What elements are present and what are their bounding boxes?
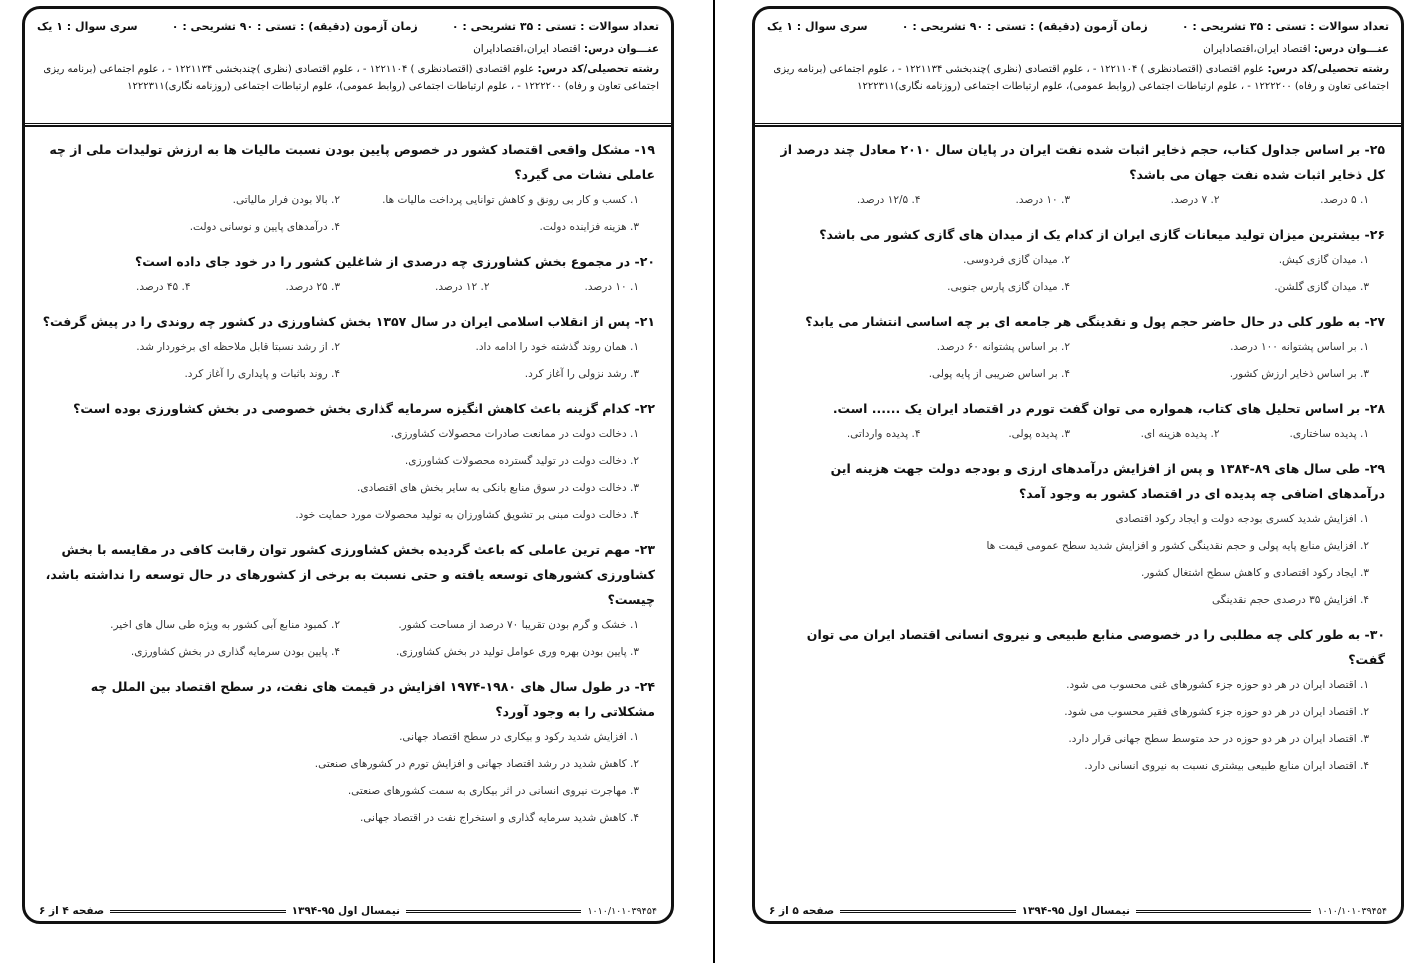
option-4: ۴. ۴۵ درصد. [136,281,191,293]
option-4: ۴. افزایش ۳۵ درصدی حجم نقدینگی [1212,594,1369,606]
option-4: ۴. پایین بودن سرمایه گذاری در بخش کشاورزی. [130,646,340,658]
question-30 [771,622,1385,780]
option-1: ۱. بر اساس پشتوانه ۱۰۰ درصد. [1230,341,1369,353]
field-label: رشته تحصیلی/کد درس: [1267,63,1389,75]
question-28 [771,396,1385,448]
option-2: ۲. بر اساس پشتوانه ۶۰ درصد. [936,341,1070,353]
footer-rule [1136,910,1311,913]
option-4: ۴. کاهش شدید سرمایه گذاری و استخراج نفت در اقتصاد جهانی. [359,812,639,824]
question-text: ۲۰- در مجموع بخش کشاورزی چه درصدی از شاغلین کشور را در خود جای داده است؟ [134,254,655,269]
question-27 [771,309,1385,388]
questions-list [755,127,1401,780]
option-4: ۴. اقتصاد ایران منابع طبیعی بیشتری نسبت به نیروی انسانی دارد. [1084,760,1369,772]
option-1: ۱. ۱۰ درصد. [584,281,639,293]
exam-code: ۱۰۱۰/۱۰۱۰۳۹۴۵۴ [587,905,657,917]
exam-page-5 [752,6,1404,924]
option-3: ۳. ۱۰ درصد. [1015,194,1070,206]
footer-rule [840,910,1015,913]
option-1: ۱. کسب و کار بی رونق و کاهش توانایی پرداخت مالیات ها. [382,194,639,206]
question-text: ۳۰- به طور کلی چه مطلبی را در خصوصی منابع طبیعی و نیروی انسانی اقتصاد ایران می توان گفت؟ [806,627,1385,667]
footer-rule [406,910,581,913]
option-3: ۳. ایجاد رکود اقتصادی و کاهش سطح اشتغال کشور. [1140,567,1369,579]
option-3: ۳. رشد نزولی را آغاز کرد. [524,368,639,380]
question-24 [41,674,655,832]
option-2: ۲. ۱۲ درصد. [435,281,490,293]
option-2: ۲. پدیده هزینه ای. [1140,428,1220,440]
question-text: ۲۱- پس از انقلاب اسلامی ایران در سال ۱۳۵۷ بخش کشاورزی در کشور چه روندی را در پیش گرفت؟ [42,314,655,329]
option-2: ۲. بالا بودن فرار مالیاتی. [232,194,340,206]
option-4: ۴. میدان گازی پارس جنوبی. [947,281,1070,293]
term-label: نیمسال اول ۹۵-۱۳۹۴ [1021,905,1130,917]
question-29 [771,456,1385,614]
option-2: ۲. کاهش شدید در رشد اقتصاد جهانی و افزایش تورم در کشورهای صنعتی. [314,758,639,770]
question-25 [771,137,1385,214]
term-label: نیمسال اول ۹۵-۱۳۹۴ [291,905,400,917]
option-3: ۳. بر اساس ذخایر ارزش کشور. [1229,368,1369,380]
option-1: ۱. اقتصاد ایران در هر دو حوزه جزء کشورهای غنی محسوب می شود. [1066,679,1369,691]
option-3: ۳. پدیده پولی. [1008,428,1070,440]
question-series: سری سوال : ۱ یک [767,20,868,33]
exam-header [25,9,671,123]
question-text: ۲۳- مهم ترین عاملی که باعث گردیده بخش کشاورزی کشور توان رقابت کافی در مقایسه با بخش کشاورزی کشورهای توسعه یافته و حتی نسبت به برخی از کشورهای در حال توسعه را نداشته باشد، چیست؟ [45,542,655,607]
page-divider [713,0,715,963]
question-text: ۲۲- کدام گزینه باعث کاهش انگیزه سرمایه گذاری بخش خصوصی در بخش کشاورزی بوده است؟ [73,401,655,416]
option-2: ۲. کمبود منابع آبی کشور به ویژه طی سال های اخیر. [110,619,340,631]
option-3: ۳. اقتصاد ایران در هر دو حوزه در حد متوسط سطح جهانی قرار دارد. [1068,733,1369,745]
question-22 [41,396,655,529]
question-text: ۱۹- مشکل واقعی اقتصاد کشور در خصوص پایین بودن نسبت مالیات ها به ارزش تولیدات ملی از چه عاملی نشات می گیرد؟ [49,142,655,182]
question-text: ۲۸- بر اساس تحلیل های کتاب، همواره می توان گفت تورم در اقتصاد ایران یک ...... است. [832,401,1385,416]
option-1: ۱. پدیده ساختاری. [1289,428,1369,440]
field-label: رشته تحصیلی/کد درس: [537,63,659,75]
option-1: ۱. همان روند گذشته خود را ادامه داد. [475,341,639,353]
field-value: علوم اقتصادی (اقتصادنظری ) ۱۲۲۱۱۰۴ - ، علوم اقتصادی (نظری )چندبخشی ۱۲۲۱۱۳۴ - ، علوم اجتماعی (برنامه ریزی اجتماعی تعاون و رفاه) ۱۲۲۲۲۰۰ - ، علوم ارتباطات اجتماعی (روابط عمومی)، علوم ارتباطات اجتماعی (روزنامه نگاری)۱۲۲۲۳۱۱ [773,64,1389,92]
field-value: علوم اقتصادی (اقتصادنظری ) ۱۲۲۱۱۰۴ - ، علوم اقتصادی (نظری )چندبخشی ۱۲۲۱۱۳۴ - ، علوم اجتماعی (برنامه ریزی اجتماعی تعاون و رفاه) ۱۲۲۲۲۰۰ - ، علوم ارتباطات اجتماعی (روابط عمومی)، علوم ارتباطات اجتماعی (روزنامه نگاری)۱۲۲۲۳۱۱ [43,64,659,92]
question-text: ۲۵- بر اساس جداول کتاب، حجم ذخایر اثبات شده نفت ایران در پایان سال ۲۰۱۰ معادل چند درصد از کل ذخایر اثبات شده نفت جهان می باشد؟ [780,142,1385,182]
question-text: ۲۹- طی سال های ۸۹-۱۳۸۴ و پس از افزایش درآمدهای ارزی و بودجه دولت جهت هزینه این درآمدهای اضافی چه پدیده ای در اقتصاد کشور به وجود آمد؟ [830,461,1385,501]
option-3: ۳. پایین بودن بهره وری عوامل تولید در بخش کشاورزی. [396,646,639,658]
course-label: عنـــوان درس: [583,43,659,55]
option-3: ۳. هزینه فزاینده دولت. [539,221,639,233]
option-2: ۲. میدان گازی فردوسی. [963,254,1070,266]
course-label: عنـــوان درس: [1313,43,1389,55]
option-2: ۲. افزایش منابع پایه پولی و حجم نقدینگی کشور و افزایش شدید سطح عمومی قیمت ها [986,540,1369,552]
question-21 [41,309,655,388]
question-20 [41,249,655,301]
question-series: سری سوال : ۱ یک [37,20,138,33]
option-4: ۴. درآمدهای پایین و نوسانی دولت. [189,221,340,233]
question-count: تعداد سوالات : تستی : ۳۵ تشریحی : ۰ [451,20,659,33]
question-text: ۲۴- در طول سال های ۱۹۸۰-۱۹۷۴ افزایش در قیمت های نفت، در سطح اقتصاد بین الملل چه مشکلاتی را به وجود آورد؟ [90,679,655,719]
option-1: ۱. دخالت دولت در ممانعت صادرات محصولات کشاورزی. [390,428,639,440]
exam-header [755,9,1401,123]
option-3: ۳. مهاجرت نیروی انسانی در اثر بیکاری به سمت کشورهای صنعتی. [347,785,639,797]
option-2: ۲. ۷ درصد. [1170,194,1220,206]
question-text: ۲۶- بیشترین میزان تولید میعانات گازی ایران از کدام یک از میدان های گازی کشور می باشد؟ [819,227,1385,242]
page-footer [39,905,657,917]
option-4: ۴. پدیده وارداتی. [846,428,921,440]
option-3: ۳. ۲۵ درصد. [285,281,340,293]
option-1: ۱. افزایش شدید کسری بودجه دولت و ایجاد رکود اقتصادی [1115,513,1369,525]
exam-code: ۱۰۱۰/۱۰۱۰۳۹۴۵۴ [1317,905,1387,917]
option-4: ۴. ۱۲/۵ درصد. [856,194,921,206]
exam-page-4 [22,6,674,924]
question-text: ۲۷- به طور کلی در حال حاضر حجم پول و نقدینگی هر جامعه ای بر چه اساسی انتشار می یابد؟ [805,314,1385,329]
option-3: ۳. میدان گازی گلشن. [1274,281,1369,293]
question-19 [41,137,655,241]
option-4: ۴. روند باثبات و پایداری را آغاز کرد. [184,368,340,380]
page-footer [769,905,1387,917]
option-2: ۲. دخالت دولت در تولید گسترده محصولات کشاورزی. [404,455,639,467]
option-1: ۱. خشک و گرم بودن تقریبا ۷۰ درصد از مساحت کشور. [398,619,639,631]
questions-list [25,127,671,832]
exam-time: زمان آزمون (دقیقه) : تستی : ۹۰ تشریحی : ۰ [171,20,418,33]
option-2: ۲. از رشد نسبتا قابل ملاحظه ای برخوردار شد. [136,341,340,353]
option-4: ۴. دخالت دولت مبنی بر تشویق کشاورزان به تولید محصولات مورد حمایت خود. [295,509,639,521]
page-number: صفحه ۵ از ۶ [768,905,835,917]
course-value: اقتصاد ایران،اقتصادایران [1203,43,1311,55]
question-23 [41,537,655,666]
option-3: ۳. دخالت دولت در سوق منابع بانکی به سایر بخش های اقتصادی. [357,482,639,494]
course-value: اقتصاد ایران،اقتصادایران [473,43,581,55]
question-count: تعداد سوالات : تستی : ۳۵ تشریحی : ۰ [1181,20,1389,33]
option-4: ۴. بر اساس ضریبی از پایه پولی. [928,368,1070,380]
option-1: ۱. ۵ درصد. [1320,194,1369,206]
option-1: ۱. میدان گازی کیش. [1278,254,1369,266]
option-2: ۲. اقتصاد ایران در هر دو حوزه جزء کشورهای فقیر محسوب می شود. [1064,706,1369,718]
question-26 [771,222,1385,301]
footer-rule [110,910,285,913]
page-number: صفحه ۴ از ۶ [38,905,105,917]
option-1: ۱. افزایش شدید رکود و بیکاری در سطح اقتصاد جهانی. [399,731,639,743]
exam-time: زمان آزمون (دقیقه) : تستی : ۹۰ تشریحی : ۰ [901,20,1148,33]
